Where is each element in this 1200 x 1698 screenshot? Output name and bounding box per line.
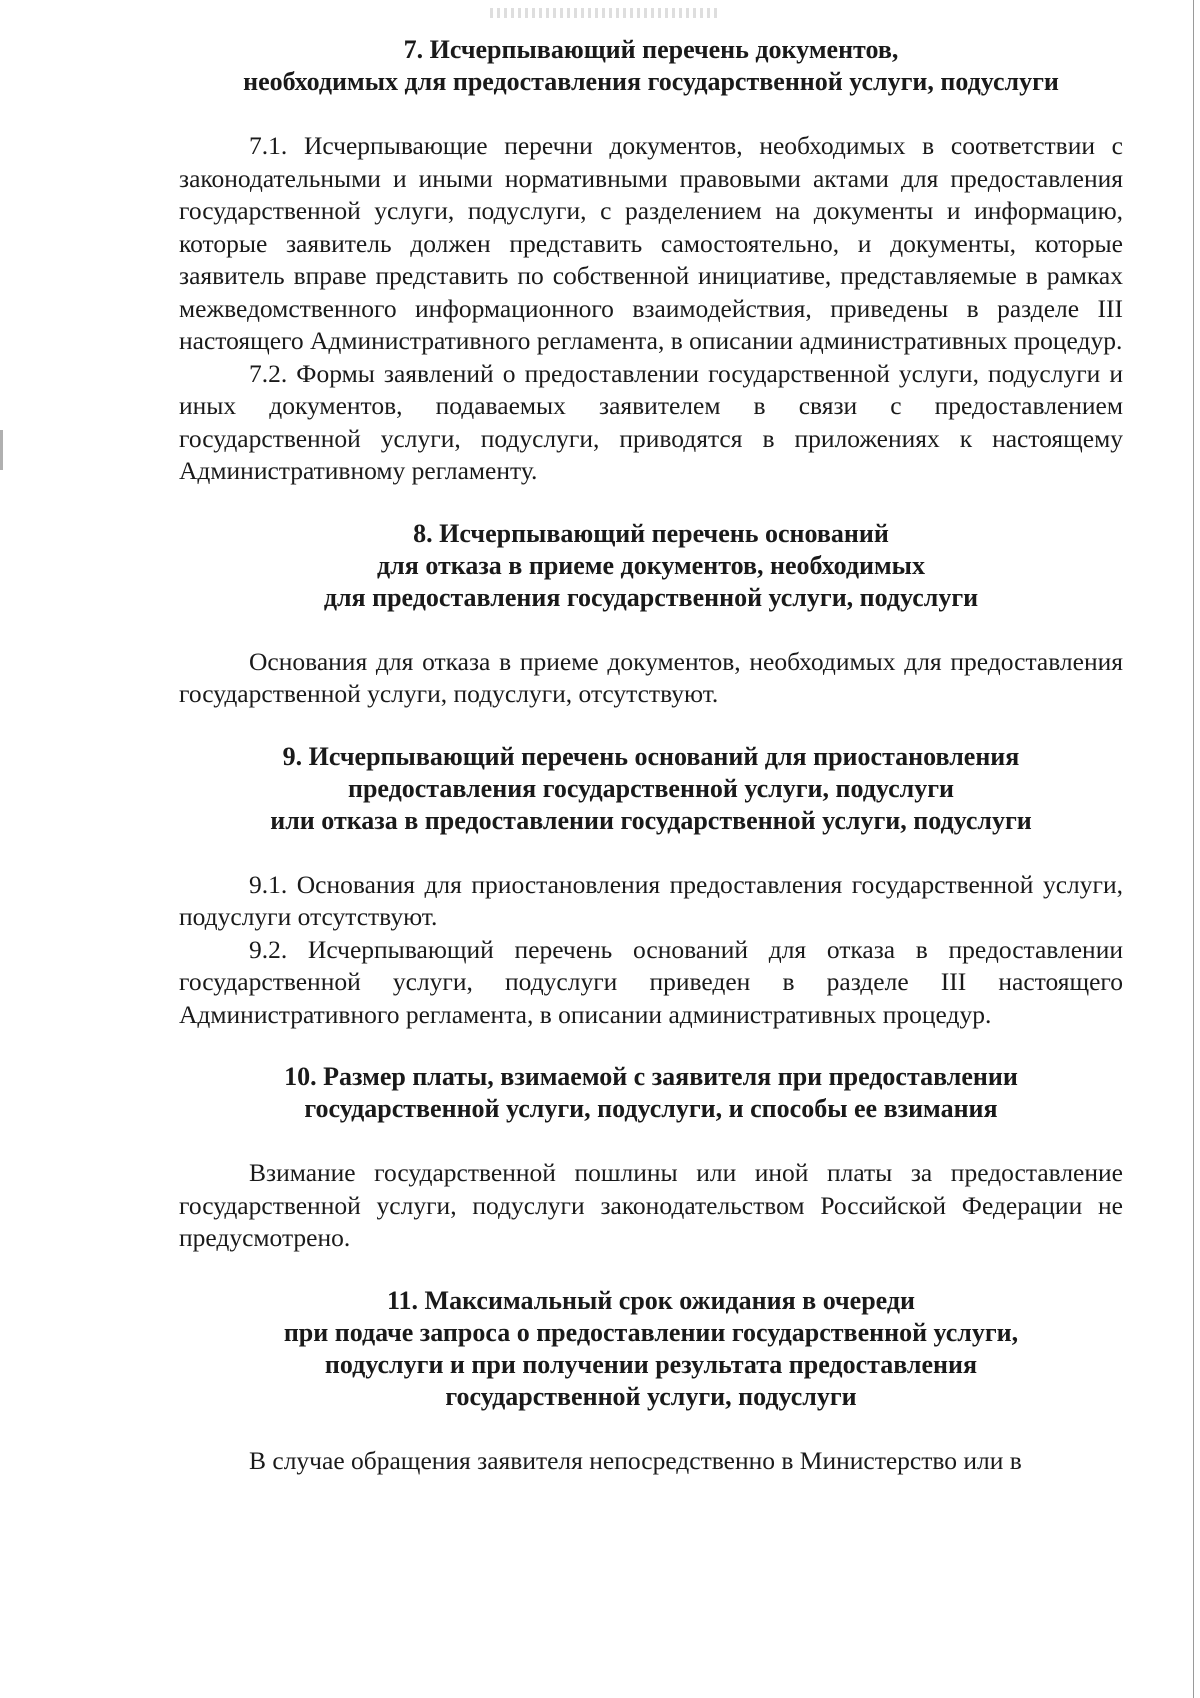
paragraph-11: В случае обращения заявителя непосредственно в Министерство или в [249, 1445, 1022, 1475]
section-8-heading [179, 518, 1123, 614]
section-11-heading [179, 1285, 1123, 1413]
heading-line: для предоставления государственной услуги, подуслуги [323, 582, 979, 612]
heading-line: предоставления государственной услуги, подуслуги [347, 773, 955, 803]
heading-line: 10. Размер платы, взимаемой с заявителя при предоставлении [284, 1062, 1018, 1091]
section-9-heading [179, 741, 1123, 837]
scan-edge-right [1193, 0, 1194, 1698]
heading-line: при подаче запроса о предоставлении государственной услуги, [283, 1317, 1019, 1347]
heading-line: государственной услуги, подуслуги, и способы ее взимания [304, 1094, 998, 1123]
section-7-heading [179, 34, 1123, 98]
heading-line: или отказа в предоставлении государственной услуги, подуслуги [270, 805, 1032, 835]
paragraph-8: Основания для отказа в приеме документов, необходимых для предоставления государственной услуги, подуслуги, отсутствуют. [179, 646, 1123, 708]
heading-line: государственной услуги, подуслуги [445, 1381, 857, 1411]
heading-line: 11. Максимальный срок ожидания в очереди [386, 1285, 916, 1315]
heading-line: 8. Исчерпывающий перечень оснований [413, 518, 889, 548]
scan-edge-left [0, 430, 3, 470]
paragraph-10: Взимание государственной пошлины или иной платы за предоставление государственной услуги, подуслуги законодательством Российской Федерации не предусмотрено. [179, 1158, 1123, 1252]
paragraph-9-2: 9.2. Исчерпывающий перечень оснований для отказа в предоставлении государственной услуги, подуслуги приведен в разделе III настоящего Административного регламента, в описании административных процедур. [179, 934, 1123, 1029]
heading-line: 7. Исчерпывающий перечень документов, [403, 35, 899, 64]
section-10-heading [179, 1061, 1123, 1125]
document-body [179, 34, 1123, 1477]
heading-line: необходимых для предоставления государственной услуги, подуслуги [243, 67, 1059, 96]
scan-artifact-top [490, 8, 720, 18]
paragraph-7-1: 7.1. Исчерпывающие перечни документов, необходимых в соответствии с законодательными и иными нормативными правовыми актами для предоставления государственной услуги, подуслуги, с разделением на документы и информацию, которые заявитель должен представить самостоятельно, и документы, которые заявитель вправе представить по собственной инициативе, представляемые в рамках межведомственного информационного взаимодействия, приведены в разделе III настоящего Административного регламента, в описании административных процедур. [179, 131, 1123, 355]
paragraph-7-2: 7.2. Формы заявлений о предоставлении государственной услуги, подуслуги и иных документов, подаваемых заявителем в связи с предоставлением государственной услуги, подуслуги, приводятся в приложениях к настоящему Административному регламенту. [179, 358, 1123, 485]
heading-line: для отказа в приеме документов, необходимых [377, 550, 925, 580]
heading-line: 9. Исчерпывающий перечень оснований для приостановления [282, 741, 1020, 771]
paragraph-9-1: 9.1. Основания для приостановления предоставления государственной услуги, подуслуги отсутствуют. [179, 869, 1123, 931]
heading-line: подуслуги и при получении результата предоставления [324, 1349, 978, 1379]
